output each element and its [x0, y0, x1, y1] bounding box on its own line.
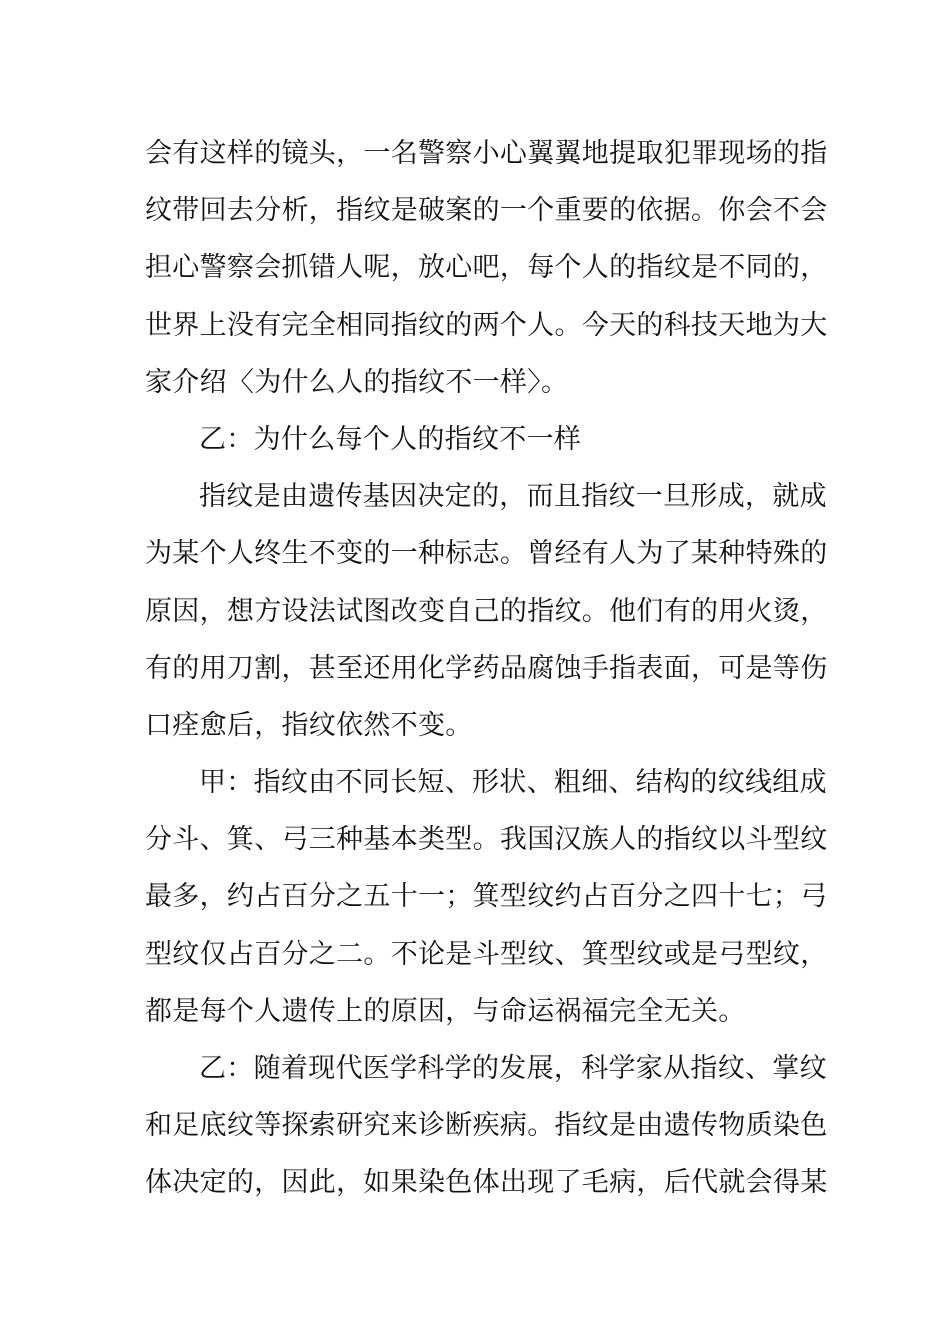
text-line: 和足底纹等探索研究来诊断疾病。指纹是由遗传物质染色	[145, 1110, 828, 1142]
text-line: 为某个人终生不变的一种标志。曾经有人为了某种特殊的	[145, 538, 828, 570]
text-line: 会有这样的镜头，一名警察小心翼翼地提取犯罪现场的指	[145, 138, 828, 169]
text-line: 世界上没有完全相同指纹的两个人。今天的科技天地为大	[145, 309, 828, 341]
text-line: 有的用刀割，甚至还用化学药品腐蚀手指表面，可是等伤	[145, 652, 828, 684]
text-line: 体决定的，因此，如果染色体出现了毛病，后代就会得某	[145, 1167, 828, 1199]
text-line: 家介绍〈为什么人的指纹不一样〉。	[145, 366, 569, 398]
text-line: 原因，想方设法试图改变自己的指纹。他们有的用火烫，	[145, 595, 828, 627]
paragraph-first-line: 指纹是由遗传基因决定的，而且指纹一旦形成，就成	[199, 481, 827, 513]
text-line: 纹带回去分析，指纹是破案的一个重要的依据。你会不会	[145, 195, 828, 227]
text-line: 口痊愈后，指纹依然不变。	[145, 709, 473, 741]
document-body	[145, 125, 828, 1212]
paragraph-first-line: 乙：随着现代医学科学的发展，科学家从指纹、掌纹	[199, 1053, 827, 1084]
text-line: 型纹仅占百分之二。不论是斗型纹、箕型纹或是弓型纹，	[145, 938, 828, 970]
paragraph-first-line: 甲：指纹由不同长短、形状、粗细、结构的纹线组成	[199, 767, 827, 799]
text-line: 担心警察会抓错人呢，放心吧，每个人的指纹是不同的，	[145, 252, 828, 284]
text-line: 最多，约占百分之五十一；箕型纹约占百分之四十七；弓	[145, 881, 828, 913]
paragraph-heading-line: 乙：为什么每个人的指纹不一样	[199, 423, 582, 455]
text-line: 分斗、箕、弓三种基本类型。我国汉族人的指纹以斗型纹	[145, 824, 828, 856]
text-line: 都是每个人遗传上的原因，与命运祸福完全无关。	[145, 995, 746, 1027]
